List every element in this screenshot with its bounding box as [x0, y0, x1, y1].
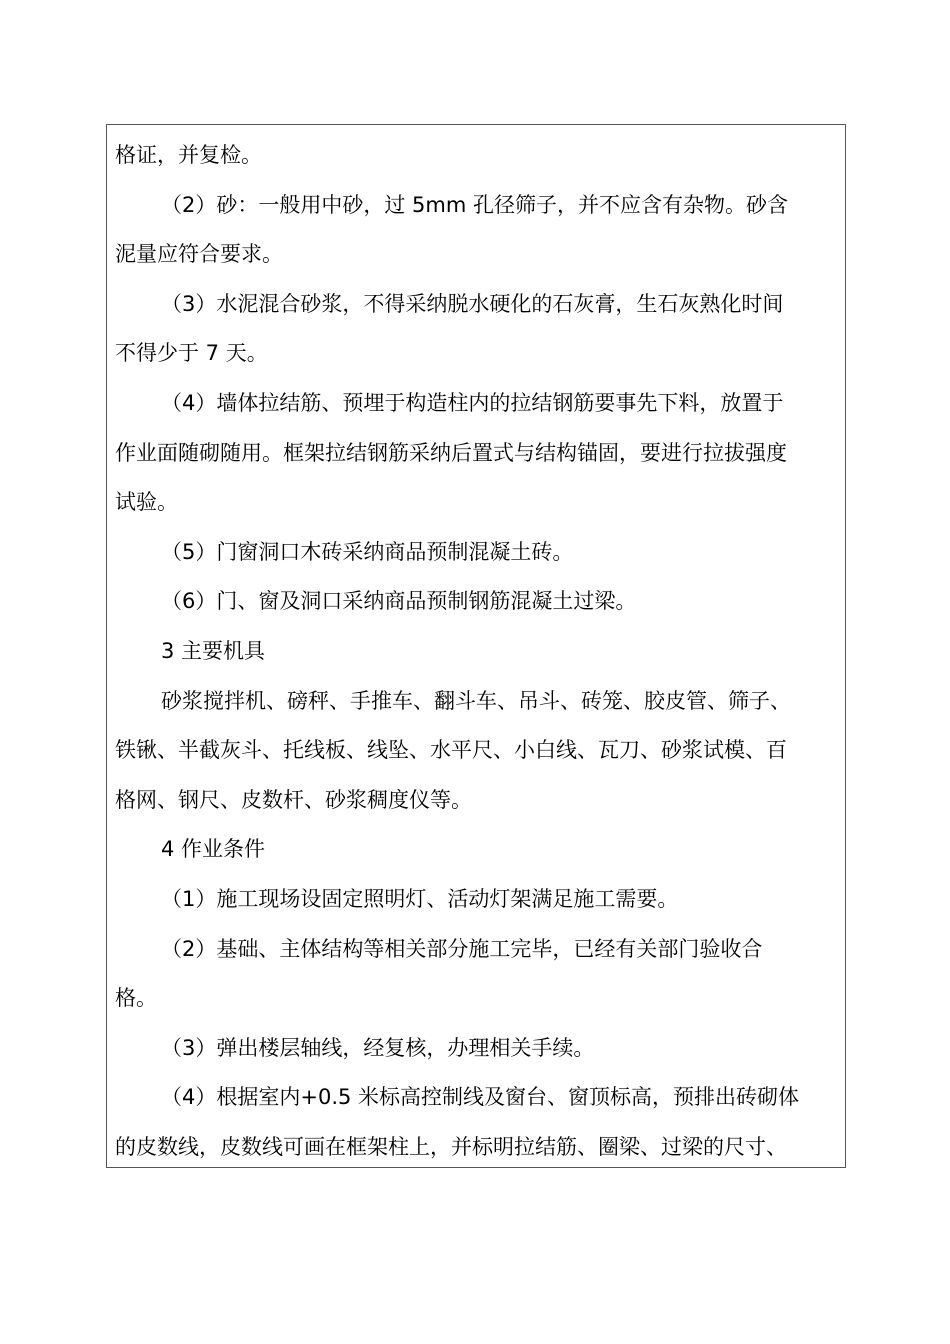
document-body [115, 131, 835, 1168]
section-heading-tools: 3 主要机具 [161, 638, 266, 663]
text-line-4: （3）水泥混合砂浆，不得采纳脱水硬化的石灰膏，生石灰熟化时间 [161, 291, 784, 316]
text-line-6: （4）墙体拉结筋、预埋于构造柱内的拉结钢筋要事先下料，放置于 [161, 390, 784, 415]
text-line-19: （3）弹出楼层轴线，经复核，办理相关手续。 [161, 1035, 595, 1060]
text-line-2: （2）砂：一般用中砂，过 5mm 孔径筛子，并不应含有杂物。砂含 [161, 192, 788, 217]
text-line-8: 试验。 [115, 490, 178, 515]
text-line-9: （5）门窗洞口木砖采纳商品预制混凝土砖。 [161, 539, 574, 564]
text-line-20: （4）根据室内+0.5 米标高控制线及窗台、窗顶标高，预排出砖砌体 [161, 1085, 800, 1110]
text-line-13: 铁锹、半截灰斗、托线板、线坠、水平尺、小白线、瓦刀、砂浆试模、百 [115, 738, 787, 763]
text-line-7: 作业面随砌随用。框架拉结钢筋采纳后置式与结构锚固，要进行拉拔强度 [115, 440, 787, 465]
text-line-14: 格网、钢尺、皮数杆、砂浆稠度仪等。 [115, 787, 472, 812]
section-heading-conditions: 4 作业条件 [161, 837, 266, 862]
text-line-5: 不得少于 7 天。 [115, 341, 268, 366]
text-line-21: 的皮数线，皮数线可画在框架柱上，并标明拉结筋、圈梁、过梁的尺寸、 [115, 1134, 787, 1159]
text-line-16: （1）施工现场设固定照明灯、活动灯架满足施工需要。 [161, 886, 679, 911]
text-line-12: 砂浆搅拌机、磅秤、手推车、翻斗车、吊斗、砖笼、胶皮管、筛子、 [161, 688, 791, 713]
text-line-10: （6）门、窗及洞口采纳商品预制钢筋混凝土过梁。 [161, 589, 637, 614]
text-line-1: 格证，并复检。 [115, 143, 262, 167]
text-line-17: （2）基础、主体结构等相关部分施工完毕，已经有关部门验收合 [161, 936, 763, 961]
text-line-3: 泥量应符合要求。 [115, 242, 283, 267]
document-frame [106, 124, 846, 1168]
text-line-18: 格。 [115, 986, 157, 1011]
